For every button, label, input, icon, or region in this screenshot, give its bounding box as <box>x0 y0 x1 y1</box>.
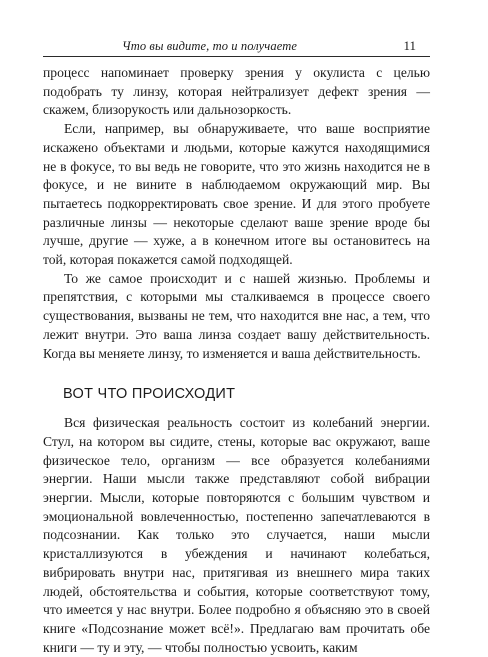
running-header <box>43 38 430 58</box>
page-number: 11 <box>403 38 416 53</box>
body-text <box>43 64 430 657</box>
paragraph-lens-perception: Если, например, вы обнаруживаете, что ваше восприятие искажено объектами и людьми, которые кажутся находящимися не в фокусе, то вы ведь не говорите, что это жизнь находится не в фокусе, и не вините в наблюдаемом окружающий мир. Вы пытаетесь подкорректировать свое зрение. И для этого пробуете различные линзы — некоторые сделают ваше зрение вроде бы лучше, другие — хуже, а в конечном итоге вы остановитесь на той, которая покажется самой подходящей. <box>43 121 430 268</box>
paragraph-energy-vibrations: Вся физическая реальность состоит из колебаний энергии. Стул, на котором вы сидите, стены, которые вас окружают, ваше физическое тело, организм — все образуется колебаниями энергии. Наши мысли также представляют собой вибрации энергии. Мысли, которые повторяются с большим чувством и эмоциональной вовлеченностью, постепенно запечатлеваются в подсознании. Как только это случается, наши мысли кристаллизуются в убеждения и начинают колебаться, вибрировать внутри нас, притягивая из внешнего мира таких людей, обстоятельства и события, которые соответствуют тому, что имеется у нас внутри. Более подробно я объясняю это в своей книге «Подсознание может всё!». Предлагаю вам прочитать обе книги — ту и эту, — чтобы полностью усвоить, каким <box>43 415 430 655</box>
header-rule <box>43 56 430 57</box>
paragraph-continued: процесс напоминает проверку зрения у окулиста с целью подобрать ту линзу, которая нейтрализует дефект зрения — скажем, близорукость или дальнозоркость. <box>43 65 430 118</box>
running-title: Что вы видите, то и получаете <box>122 39 297 53</box>
paragraph-life-lens: То же самое происходит и с нашей жизнью. Проблемы и препятствия, с которыми мы сталкиваемся в процессе своего существования, вызваны не тем, что находится вне нас, а тем, что лежит внутри. Это ваша линза создает вашу действительность. Когда вы меняете линзу, то изменяется и ваша действительность. <box>43 270 430 361</box>
section-heading: ВОТ ЧТО ПРОИСХОДИТ <box>63 386 236 403</box>
